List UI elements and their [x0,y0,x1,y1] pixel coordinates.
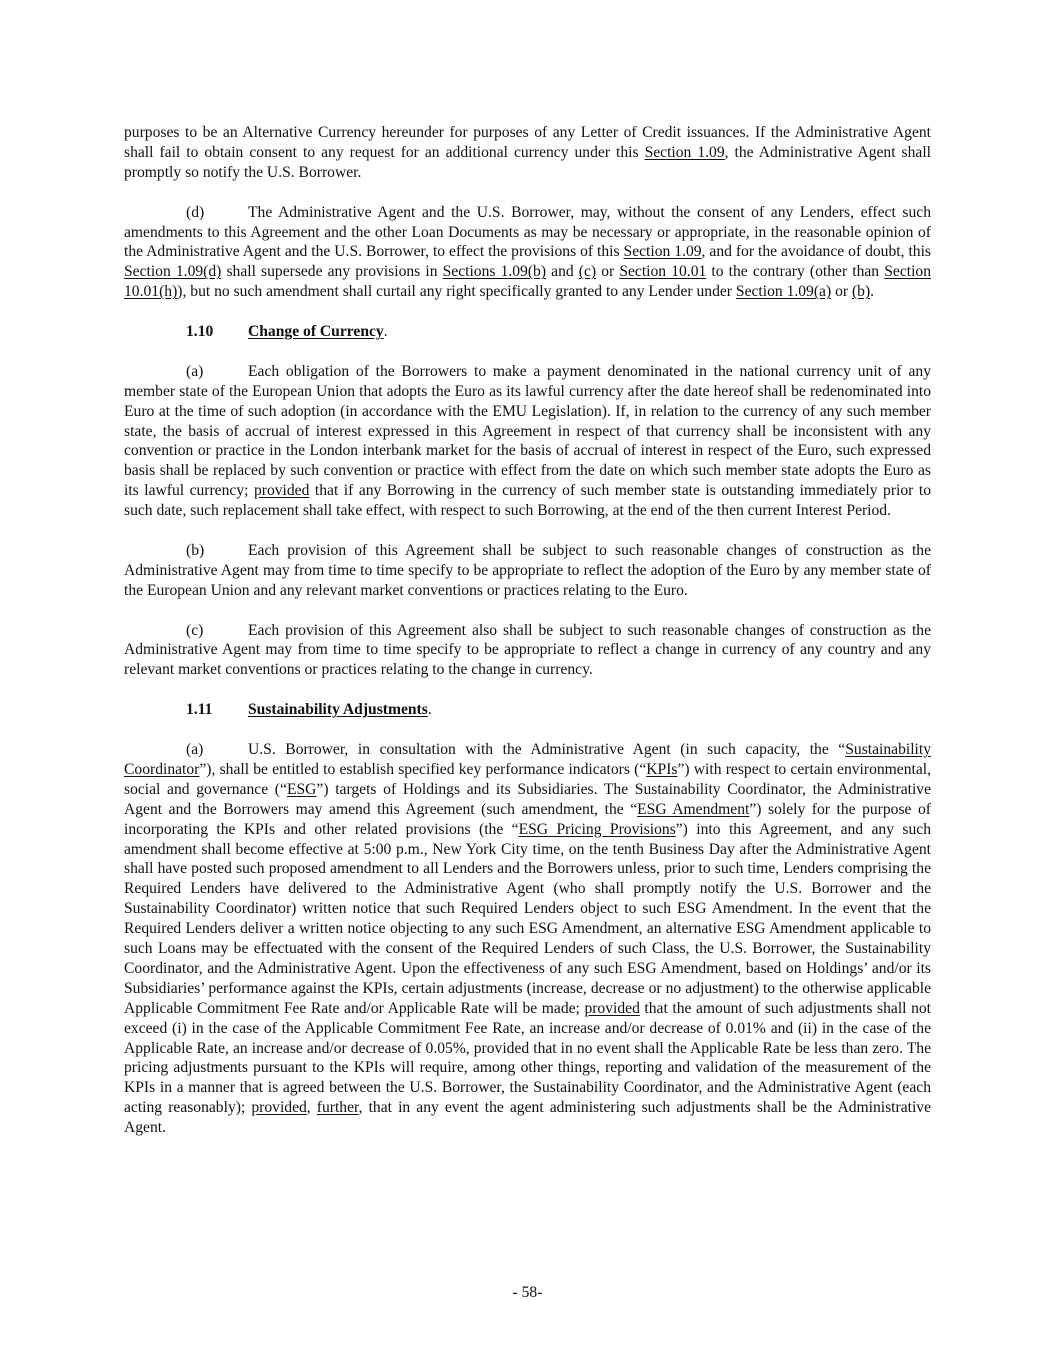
section-number: 1.11 [186,701,213,719]
text: The Administrative Agent and the U.S. Borrower, may, without the consent of any Lenders, effect such amendments to this Agreement and the other Loan Documents as may be necessary or appropriate, in the reasonable opinion of the Administrative Agent and the U.S. Borrower, to effect the provisions of this [124,203,931,261]
text: ”) with respect to certain environmental, social and governance (“ [124,760,932,798]
text: and [546,263,579,281]
defined-term: provided [251,1099,307,1117]
section-reference: (c) [578,263,597,281]
section-reference: Sections 1.09(b) [442,263,547,281]
defined-term: provided [253,482,310,500]
text: , the Administrative Agent shall promptly so notify the U.S. Borrower. [124,143,931,181]
defined-term: ESG [286,780,317,798]
heading-period: . [427,701,432,719]
section-reference: Section 1.09 [623,243,702,261]
document-page [124,123,931,1158]
text: that the amount of such adjustments shall not exceed (i) in the case of the Applicable Commitment Fee Rate, an increase and/or decrease of 0.01% and (ii) in the case of the Applicable Rate, an increase and/or decrease of 0.05%, provided that in no event shall the Applicable Rate be less than zero. The pricing adjustments pursuant to the KPIs will require, among other things, reporting and validation of the measurement of the KPIs in a manner that is agreed between the U.S. Borrower, the Sustainability Coordinator, and the Administrative Agent (each acting reasonably); [124,999,931,1117]
paragraph-1-10-a [124,362,931,521]
defined-term: KPIs [646,760,678,778]
text: ”) targets of Holdings and its Subsidiaries. The Sustainability Coordinator, the Administrative Agent and the Borrowers may amend this Agreement (such amendment, the “ [124,780,932,818]
text: ”) into this Agreement, and any such amendment shall become effective at 5:00 p.m., New York City time, on the tenth Business Day after the Administrative Agent shall have posted such proposed amendment to all Lenders and the Borrowers unless, prior to such time, Lenders comprising the Required Lenders have delivered to the Administrative Agent (who shall promptly notify the U.S. Borrower and the Sustainability Coordinator) written notice that such Required Lenders object to such ESG Amendment. In the event that the Required Lenders deliver a written notice objecting to any such ESG Amendment, an alternative ESG Amendment applicable to such Loans may be effectuated with the consent of the Required Lenders of such Class, the U.S. Borrower, the Sustainability Coordinator, and the Administrative Agent. Upon the effectiveness of any such ESG Amendment, based on Holdings’ and/or its Subsidiaries’ performance against the KPIs, certain adjustments (increase, decrease or no adjustment) to the otherwise applicable Applicable Commitment Fee Rate and/or Applicable Rate will be made; [124,820,932,1017]
paragraph-1-10-c [124,621,931,681]
heading-period: . [383,323,388,341]
text: or [831,283,852,301]
paragraph-c-continuation [124,123,931,183]
section-reference: (b) [851,283,871,301]
paragraph-label: (a) [186,740,204,758]
text: U.S. Borrower, in consultation with the Administrative Agent (in such capacity, the “ [248,740,846,758]
text: purposes to be an Alternative Currency hereunder for purposes of any Letter of Credit issuances. If the Administrative Agent shall fail to obtain consent to any request for an additional currency under this [124,124,931,161]
section-number: 1.10 [186,323,214,341]
paragraph-label: (d) [186,203,205,221]
section-title: Change of Currency [248,323,384,341]
text: , [306,1099,317,1117]
section-reference: Section 1.09(a) [735,283,832,301]
text: Each obligation of the Borrowers to make a payment denominated in the national currency unit of any member state of the European Union that adopts the Euro as its lawful currency after the date hereof shall be redenominated into Euro at the time of such adoption (in accordance with the EMU Legislation). If, in relation to the currency of any such member state, the basis of accrual of interest expressed in this Agreement in respect of that currency shall be inconsistent with any convention or practice in the London interbank market for the basis of accrual of interest in respect of the Euro, such expressed basis shall be replaced by such convention or practice with effect from the date on which such member state adopts the Euro as its lawful currency; [124,362,931,500]
section-reference: Section 10.01(h) [124,263,931,301]
paragraph-1-11-a [124,740,931,1138]
paragraph-label: (b) [186,541,205,559]
text: Each provision of this Agreement also shall be subject to such reasonable changes of construction as the Administrative Agent may from time to time specify to be appropriate to reflect a change in currency of any country and any relevant market conventions or practices relating to the change in currency. [124,621,931,679]
defined-term: Sustainability Coordinator [124,740,931,778]
defined-term: provided [584,999,640,1017]
defined-term: ESG Pricing Provisions [518,820,676,838]
section-reference: Section 1.09 [644,143,725,161]
section-reference: Section 1.09(d) [124,263,222,281]
text: . [870,283,875,301]
section-heading-1-11 [124,700,931,720]
paragraph-label: (c) [186,621,204,639]
text: ”) solely for the purpose of incorporating the KPIs and other related provisions (the “ [124,800,931,838]
paragraph-label: (a) [186,362,204,380]
text: to the contrary (other than [706,263,885,281]
section-title: Sustainability Adjustments [248,701,428,719]
section-heading-1-10 [124,322,931,342]
section-reference: Section 10.01 [619,263,707,281]
text: , and for the avoidance of doubt, this [701,243,931,261]
paragraph-1-10-b [124,541,931,601]
text: Each provision of this Agreement shall be subject to such reasonable changes of construction as the Administrative Agent may from time to time specify to be appropriate to reflect the adoption of the Euro by any member state of the European Union and any relevant market conventions or practices relating to the Euro. [124,541,931,599]
text: ), but no such amendment shall curtail any right specifically granted to any Lender under [177,283,736,301]
text: ”), shall be entitled to establish specified key performance indicators (“ [199,760,647,778]
text: shall supersede any provisions in [221,263,443,281]
defined-term: further [316,1099,359,1117]
text: that if any Borrowing in the currency of such member state is outstanding immediately prior to such date, such replacement shall take effect, with respect to such Borrowing, at the end of the then current Interest Period. [124,482,931,520]
page-number: - 58- [512,1284,543,1301]
defined-term: ESG Amendment [637,800,750,818]
text: or [596,263,620,281]
paragraph-d [124,203,931,303]
text: , that in any event the agent administering such adjustments shall be the Administrative Agent. [124,1099,932,1137]
